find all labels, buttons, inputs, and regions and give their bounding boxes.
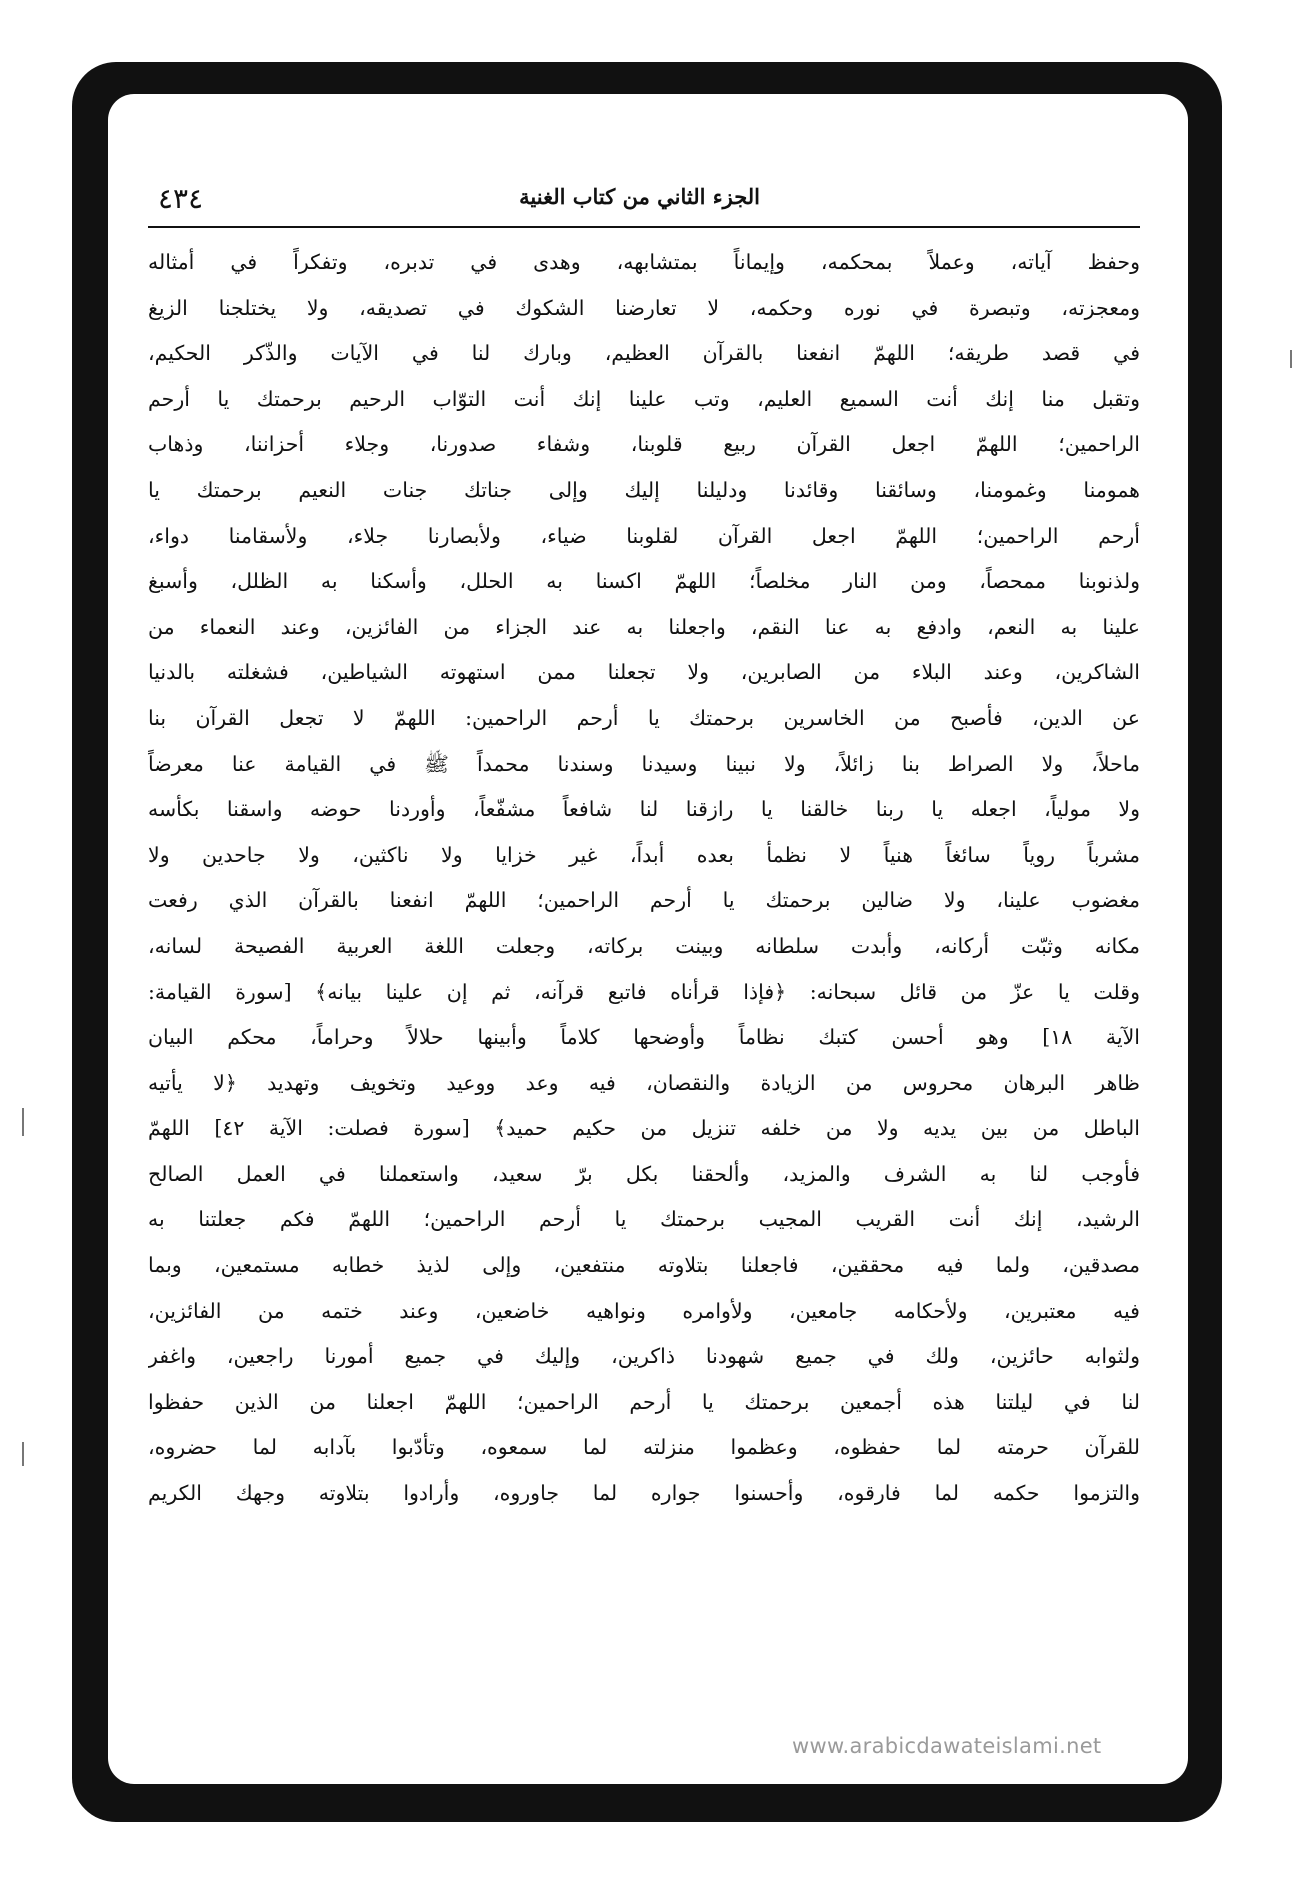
text-line: ومعجزته، وتبصرة في نوره وحكمه، لا تعارضنا الشكوك في تصديقه، ولا يختلجنا الزيغ <box>148 295 1140 320</box>
text-line: الشاكرين، وعند البلاء من الصابرين، ولا تجعلنا ممن استهوته الشياطين، فشغلته بالدنيا <box>148 660 1140 685</box>
text-line: همومنا وغمومنا، وسائقنا وقائدنا ودليلنا إليك وإلى جناتك جنات النعيم برحمتك يا <box>148 477 1140 502</box>
text-line: وتقبل منا إنك أنت السميع العليم، وتب علينا إنك أنت التوّاب الرحيم برحمتك يا أرحم <box>148 386 1140 411</box>
text-line: ولثوابه حائزين، ولك في جميع شهودنا ذاكرين، وإليك في جميع أمورنا راجعين، واغفر <box>148 1344 1140 1369</box>
text-line: الراحمين؛ اللهمّ اجعل القرآن ربيع قلوبنا، وشفاء صدورنا، وجلاء أحزاننا، وذهاب <box>148 432 1140 457</box>
page-number: ٤٣٤ <box>158 182 204 215</box>
scan-edge-mark <box>1290 350 1292 368</box>
text-line: مغضوب علينا، ولا ضالين برحمتك يا أرحم الراحمين؛ اللهمّ انفعنا بالقرآن الذي رفعت <box>148 888 1140 913</box>
text-line: عن الدين، فأصبح من الخاسرين برحمتك يا أرحم الراحمين: اللهمّ لا تجعل القرآن بنا <box>148 705 1140 730</box>
scan-edge-mark <box>22 1108 24 1136</box>
book-part-title: الجزء الثاني من كتاب الغنية <box>519 184 760 209</box>
text-line: والتزموا حكمه لما فارقوه، وأحسنوا جواره لما جاوروه، وأرادوا بتلاوته وجهك الكريم <box>148 1481 1140 1506</box>
text-line: للقرآن حرمته لما حفظوه، وعظموا منزلته لما سمعوه، وتأدّبوا بآدابه لما حضروه، <box>148 1435 1140 1460</box>
text-line: ولذنوبنا ممحصاً، ومن النار مخلصاً؛ اللهمّ اكسنا به الحلل، وأسكنا به الظلل، وأسبغ <box>148 569 1140 594</box>
text-line: فأوجب لنا به الشرف والمزيد، وألحقنا بكل برّ سعيد، واستعملنا في العمل الصالح <box>148 1161 1140 1186</box>
text-line: ماحلاً، ولا الصراط بنا زائلاً، ولا نبينا وسيدنا وسندنا محمداً ﷺ في القيامة عنا معرضاً <box>148 751 1140 776</box>
scan-edge-mark <box>22 1442 24 1466</box>
running-header <box>148 180 1140 228</box>
text-line: أرحم الراحمين؛ اللهمّ اجعل القرآن لقلوبنا ضياء، ولأبصارنا جلاء، ولأسقامنا دواء، <box>148 523 1140 548</box>
text-line: ولا مولياً، اجعله يا ربنا خالقنا يا رازقنا لنا شافعاً مشفّعاً، وأوردنا حوضه واسقنا بكأسه <box>148 797 1140 822</box>
text-line: الآية ١٨] وهو أحسن كتبك نظاماً وأوضحها كلاماً وأبينها حلالاً وحراماً، محكم البيان <box>148 1025 1140 1050</box>
text-line: الرشيد، إنك أنت القريب المجيب برحمتك يا أرحم الراحمين؛ اللهمّ فكم جعلتنا به <box>148 1207 1140 1232</box>
text-line: مشرباً روياً سائغاً هنياً لا نظمأ بعده أبداً، غير خزايا ولا ناكثين، ولا جاحدين ولا <box>148 842 1140 867</box>
text-line: علينا به النعم، وادفع به عنا النقم، واجعلنا به عند الجزاء من الفائزين، وعند النعماء من <box>148 614 1140 639</box>
text-line: فيه معتبرين، ولأحكامه جامعين، ولأوامره ونواهيه خاضعين، وعند ختمه من الفائزين، <box>148 1298 1140 1323</box>
text-line: ظاهر البرهان محروس من الزيادة والنقصان، فيه وعد ووعيد وتخويف وتهديد ﴿لا يأتيه <box>148 1070 1140 1095</box>
text-line: الباطل من بين يديه ولا من خلفه تنزيل من حكيم حميد﴾ [سورة فصلت: الآية ٤٢] اللهمّ <box>148 1116 1140 1141</box>
text-line: في قصد طريقه؛ اللهمّ انفعنا بالقرآن العظيم، وبارك لنا في الآيات والذّكر الحكيم، <box>148 341 1140 366</box>
text-line: وحفظ آياته، وعملاً بمحكمه، وإيماناً بمتشابهه، وهدى في تدبره، وتفكراً في أمثاله <box>148 250 1140 274</box>
text-line: لنا في ليلتنا هذه أجمعين برحمتك يا أرحم الراحمين؛ اللهمّ اجعلنا من الذين حفظوا <box>148 1389 1140 1414</box>
text-line: مصدقين، ولما فيه محققين، فاجعلنا بتلاوته منتفعين، وإلى لذيذ خطابه مستمعين، وبما <box>148 1253 1140 1278</box>
website-watermark: www.arabicdawateislami.net <box>792 1734 1102 1758</box>
main-text-block <box>148 240 1140 1517</box>
text-line: مكانه وثبّت أركانه، وأبدت سلطانه وبينت بركاته، وجعلت اللغة العربية الفصيحة لسانه، <box>148 933 1140 958</box>
text-line: وقلت يا عزّ من قائل سبحانه: ﴿فإذا قرأناه فاتبع قرآنه، ثم إن علينا بيانه﴾ [سورة القيامة: <box>148 979 1140 1004</box>
